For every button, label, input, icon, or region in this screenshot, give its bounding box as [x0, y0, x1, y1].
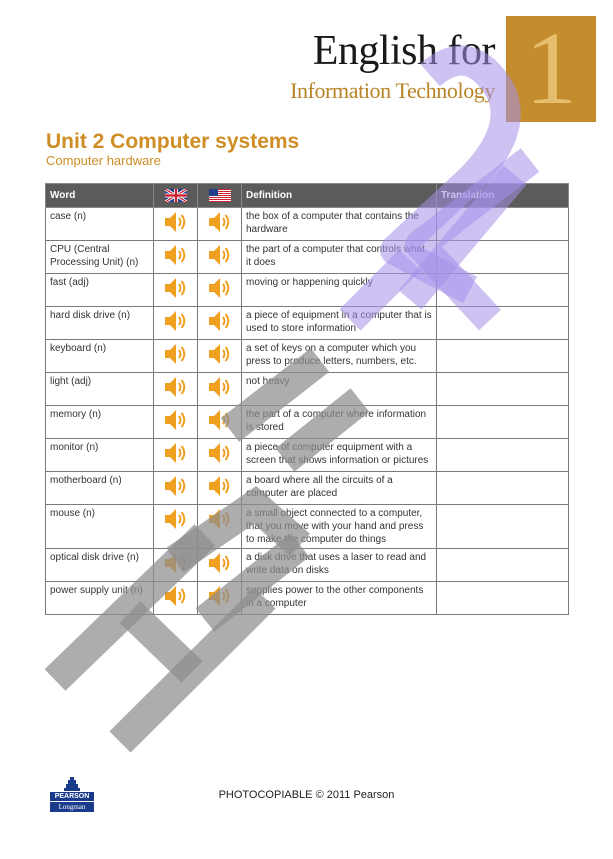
table-row	[46, 340, 569, 373]
table-row	[46, 439, 569, 472]
definition-cell: a small object connected to a computer, that you move with your hand and press to make the computer do things	[242, 505, 437, 549]
logo-pearson-text: PEARSON	[50, 792, 94, 801]
uk-speaker-icon[interactable]	[163, 309, 189, 333]
us-audio-cell[interactable]	[198, 340, 242, 373]
unit-subtitle: Computer hardware	[46, 153, 161, 168]
uk-speaker-icon[interactable]	[163, 441, 189, 465]
us-speaker-icon[interactable]	[207, 375, 233, 399]
us-audio-cell[interactable]	[198, 241, 242, 274]
vocabulary-table-body	[46, 208, 569, 615]
word-cell: keyboard (n)	[46, 340, 154, 373]
translation-cell[interactable]	[437, 373, 569, 406]
definition-cell: the part of a computer where information is stored	[242, 406, 437, 439]
uk-audio-cell[interactable]	[154, 274, 198, 307]
word-cell: mouse (n)	[46, 505, 154, 549]
uk-audio-cell[interactable]	[154, 439, 198, 472]
table-row	[46, 582, 569, 615]
us-speaker-icon[interactable]	[207, 584, 233, 608]
definition-cell: the box of a computer that contains the hardware	[242, 208, 437, 241]
word-cell: motherboard (n)	[46, 472, 154, 505]
table-row	[46, 241, 569, 274]
translation-cell[interactable]	[437, 505, 569, 549]
us-audio-cell[interactable]	[198, 549, 242, 582]
vocabulary-table	[45, 183, 569, 615]
level-badge	[506, 11, 596, 126]
uk-speaker-icon[interactable]	[163, 507, 189, 531]
definition-cell: not heavy	[242, 373, 437, 406]
us-speaker-icon[interactable]	[207, 342, 233, 366]
us-audio-cell[interactable]	[198, 274, 242, 307]
table-row	[46, 307, 569, 340]
us-speaker-icon[interactable]	[207, 551, 233, 575]
uk-speaker-icon[interactable]	[163, 474, 189, 498]
uk-audio-cell[interactable]	[154, 373, 198, 406]
definition-cell: a piece of equipment in a computer that is used to store information	[242, 307, 437, 340]
us-audio-column-header	[198, 184, 242, 208]
uk-speaker-icon[interactable]	[163, 342, 189, 366]
translation-cell[interactable]	[437, 582, 569, 615]
word-cell: hard disk drive (n)	[46, 307, 154, 340]
us-audio-cell[interactable]	[198, 505, 242, 549]
unit-title: Unit 2 Computer systems	[46, 130, 300, 153]
table-row	[46, 208, 569, 241]
translation-cell[interactable]	[437, 307, 569, 340]
uk-audio-cell[interactable]	[154, 406, 198, 439]
word-cell: memory (n)	[46, 406, 154, 439]
uk-flag-icon	[165, 189, 187, 202]
logo-longman-text: Longman	[50, 802, 94, 812]
definition-cell: the part of a computer that controls what it does	[242, 241, 437, 274]
translation-cell[interactable]	[437, 241, 569, 274]
uk-speaker-icon[interactable]	[163, 210, 189, 234]
definition-column-header: Definition	[242, 184, 437, 208]
definition-cell: a piece of computer equipment with a screen that shows information or pictures	[242, 439, 437, 472]
series-subtitle: Information Technology	[290, 78, 495, 103]
translation-cell[interactable]	[437, 340, 569, 373]
uk-audio-cell[interactable]	[154, 208, 198, 241]
series-title: English for	[312, 28, 495, 74]
uk-speaker-icon[interactable]	[163, 243, 189, 267]
table-row	[46, 373, 569, 406]
us-speaker-icon[interactable]	[207, 474, 233, 498]
uk-speaker-icon[interactable]	[163, 408, 189, 432]
uk-speaker-icon[interactable]	[163, 584, 189, 608]
table-row	[46, 505, 569, 549]
uk-audio-cell[interactable]	[154, 340, 198, 373]
us-audio-cell[interactable]	[198, 406, 242, 439]
us-speaker-icon[interactable]	[207, 276, 233, 300]
word-column-header: Word	[46, 184, 154, 208]
definition-cell: supplies power to the other components in a computer	[242, 582, 437, 615]
uk-audio-cell[interactable]	[154, 472, 198, 505]
table-row	[46, 549, 569, 582]
us-speaker-icon[interactable]	[207, 309, 233, 333]
table-row	[46, 406, 569, 439]
us-audio-cell[interactable]	[198, 373, 242, 406]
uk-audio-cell[interactable]	[154, 241, 198, 274]
copyright-footer: PHOTOCOPIABLE © 2011 Pearson	[218, 789, 395, 801]
level-number: 1	[525, 11, 577, 126]
us-flag-icon	[209, 189, 231, 202]
table-header-row	[46, 184, 569, 208]
us-audio-cell[interactable]	[198, 208, 242, 241]
uk-audio-cell[interactable]	[154, 549, 198, 582]
translation-cell[interactable]	[437, 274, 569, 307]
word-cell: light (adj)	[46, 373, 154, 406]
uk-audio-cell[interactable]	[154, 582, 198, 615]
definition-cell: moving or happening quickly	[242, 274, 437, 307]
us-audio-cell[interactable]	[198, 439, 242, 472]
translation-cell[interactable]	[437, 549, 569, 582]
uk-audio-column-header	[154, 184, 198, 208]
uk-speaker-icon[interactable]	[163, 551, 189, 575]
definition-cell: a board where all the circuits of a computer are placed	[242, 472, 437, 505]
us-speaker-icon[interactable]	[207, 210, 233, 234]
translation-cell[interactable]	[437, 406, 569, 439]
word-cell: case (n)	[46, 208, 154, 241]
us-speaker-icon[interactable]	[207, 243, 233, 267]
uk-audio-cell[interactable]	[154, 307, 198, 340]
word-cell: optical disk drive (n)	[46, 549, 154, 582]
us-speaker-icon[interactable]	[207, 441, 233, 465]
translation-cell[interactable]	[437, 472, 569, 505]
uk-speaker-icon[interactable]	[163, 276, 189, 300]
table-row	[46, 472, 569, 505]
word-cell: monitor (n)	[46, 439, 154, 472]
word-cell: power supply unit (n)	[46, 582, 154, 615]
us-audio-cell[interactable]	[198, 472, 242, 505]
us-audio-cell[interactable]	[198, 307, 242, 340]
word-cell: fast (adj)	[46, 274, 154, 307]
us-speaker-icon[interactable]	[207, 408, 233, 432]
translation-cell[interactable]	[437, 439, 569, 472]
us-audio-cell[interactable]	[198, 582, 242, 615]
translation-column-header: Translation	[437, 184, 569, 208]
definition-cell: a disk drive that uses a laser to read and write data on disks	[242, 549, 437, 582]
table-row	[46, 274, 569, 307]
uk-speaker-icon[interactable]	[163, 375, 189, 399]
word-cell: CPU (Central Processing Unit) (n)	[46, 241, 154, 274]
translation-cell[interactable]	[437, 208, 569, 241]
us-speaker-icon[interactable]	[207, 507, 233, 531]
uk-audio-cell[interactable]	[154, 505, 198, 549]
definition-cell: a set of keys on a computer which you press to produce letters, numbers, etc.	[242, 340, 437, 373]
pearson-longman-logo	[50, 777, 94, 829]
